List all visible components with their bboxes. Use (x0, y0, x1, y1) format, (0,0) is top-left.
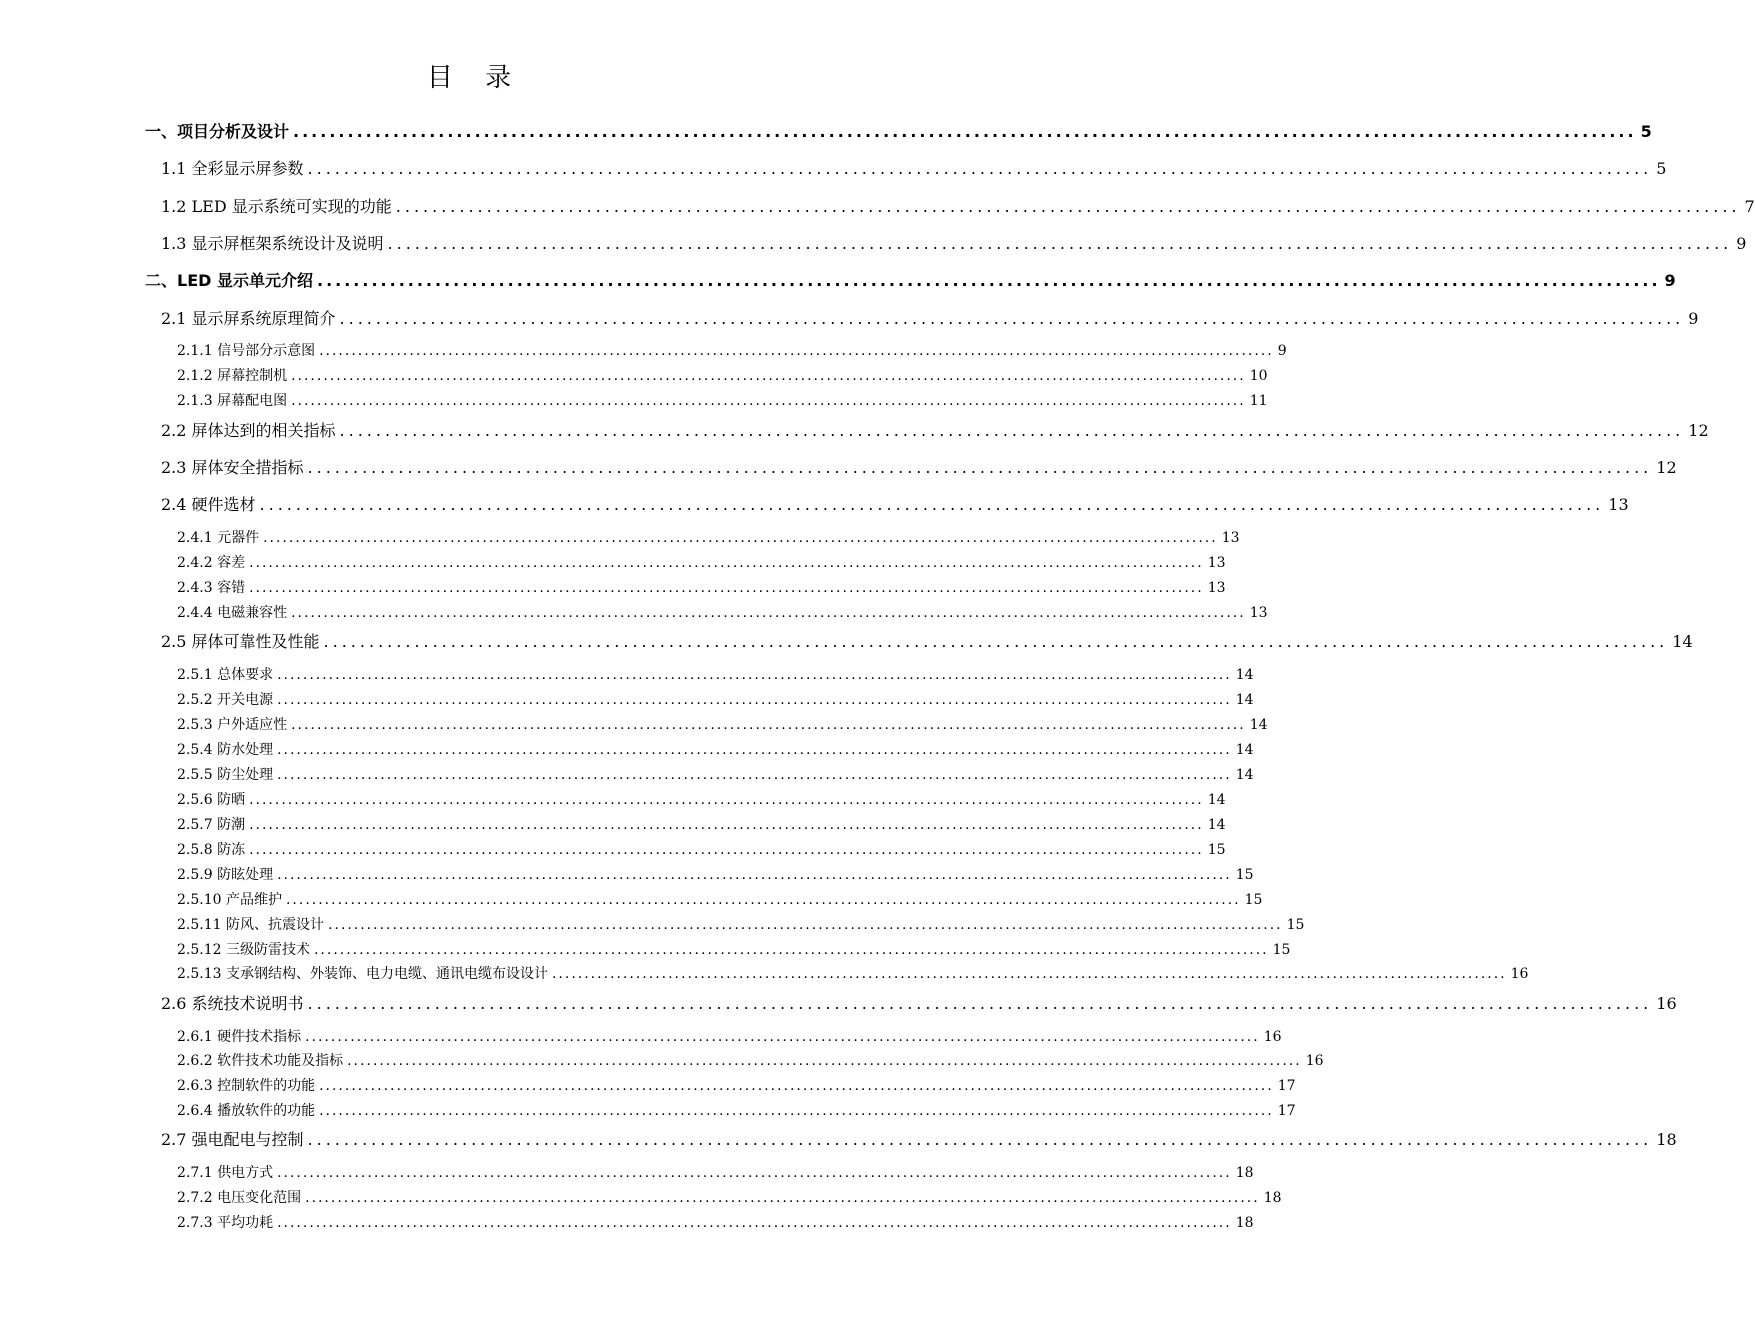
toc-entry-label: 2.6.4 播放软件的功能 (177, 1103, 316, 1119)
toc-leader-dots: .................................................................................................................................................... (277, 867, 1232, 883)
toc-entry[interactable] (161, 156, 1667, 179)
toc-entry-label: 2.6 系统技术说明书 (161, 994, 304, 1013)
toc-title: 目 录 (426, 63, 524, 93)
toc-leader-dots: .................................................................................................................................................... (319, 1103, 1274, 1119)
toc-entry-page: 17 (1277, 1078, 1296, 1094)
toc-entry-label: 2.5.11 防风、抗震设计 (177, 917, 324, 933)
toc-entry-page: 9 (1688, 309, 1699, 328)
toc-entry[interactable] (145, 268, 1676, 291)
toc-leader-dots: .................................................................................................................................................... (395, 197, 1741, 216)
toc-entry-page: 5 (1640, 122, 1652, 141)
toc-entry-label: 2.1 显示屏系统原理简介 (161, 309, 336, 328)
toc-entry-label: 2.5.2 开关电源 (177, 692, 274, 708)
toc-entry-label: 1.2 LED 显示系统可实现的功能 (161, 197, 392, 216)
toc-entry[interactable] (177, 390, 1268, 410)
toc-entry[interactable] (177, 577, 1226, 597)
toc-leader-dots: .................................................................................................................................................... (339, 421, 1685, 440)
toc-leader-dots: .................................................................................................................................................... (316, 271, 1661, 290)
toc-entry[interactable] (177, 365, 1268, 385)
toc-entry[interactable] (177, 1162, 1254, 1182)
toc-leader-dots: .................................................................................................................................................... (319, 1078, 1274, 1094)
toc-entry-label: 2.5.4 防水处理 (177, 742, 274, 758)
toc-entry-page: 16 (1656, 994, 1677, 1013)
toc-entry-label: 2.1.1 信号部分示意图 (177, 343, 316, 359)
toc-leader-dots: .................................................................................................................................................... (249, 842, 1204, 858)
toc-leader-dots: .................................................................................................................................................... (551, 966, 1507, 982)
toc-leader-dots: .................................................................................................................................................... (307, 159, 1653, 178)
toc-leader-dots: .................................................................................................................................................... (387, 234, 1733, 253)
toc-leader-dots: .................................................................................................................................................... (291, 605, 1246, 621)
toc-entry-label: 2.5.13 支承钢结构、外装饰、电力电缆、通讯电缆布设设计 (177, 966, 548, 982)
toc-entry-page: 13 (1249, 605, 1268, 621)
toc-entry-page: 15 (1272, 942, 1291, 958)
toc-entry[interactable] (177, 552, 1226, 572)
toc-entry-label: 2.4.2 容差 (177, 555, 246, 571)
toc-entry-page: 13 (1207, 580, 1226, 596)
toc-entry-label: 2.6.2 软件技术功能及指标 (177, 1053, 344, 1069)
toc-entry-label: 2.2 屏体达到的相关指标 (161, 421, 336, 440)
toc-entry-label: 2.3 屏体安全措指标 (161, 458, 304, 477)
toc-entry-label: 1.1 全彩显示屏参数 (161, 159, 304, 178)
toc-leader-dots: .................................................................................................................................................... (285, 892, 1241, 908)
toc-leader-dots: .................................................................................................................................................... (277, 742, 1232, 758)
toc-entry[interactable] (177, 814, 1226, 834)
toc-entry[interactable] (177, 963, 1529, 983)
toc-leader-dots: .................................................................................................................................................... (347, 1053, 1302, 1069)
toc-entry-page: 15 (1235, 867, 1254, 883)
toc-leader-dots: .................................................................................................................................................... (293, 122, 1637, 141)
toc-entry-label: 2.4.1 元器件 (177, 530, 260, 546)
toc-entry-page: 14 (1207, 817, 1226, 833)
toc-leader-dots: .................................................................................................................................................... (291, 717, 1246, 733)
toc-entry-label: 2.7 强电配电与控制 (161, 1130, 304, 1149)
toc-entry-page: 15 (1244, 892, 1263, 908)
toc-entry-page: 13 (1608, 495, 1629, 514)
toc-entry-page: 9 (1736, 234, 1747, 253)
toc-entry[interactable] (177, 689, 1254, 709)
toc-leader-dots: .................................................................................................................................................... (277, 1215, 1232, 1231)
toc-entry[interactable] (177, 914, 1305, 934)
toc-leader-dots: .................................................................................................................................................... (319, 343, 1274, 359)
toc-leader-dots: .................................................................................................................................................... (277, 692, 1232, 708)
toc-entry-label: 2.1.3 屏幕配电图 (177, 393, 288, 409)
toc-entry-label: 2.4.4 电磁兼容性 (177, 605, 288, 621)
toc-leader-dots: .................................................................................................................................................... (305, 1190, 1260, 1206)
toc-entry[interactable] (161, 1127, 1677, 1150)
toc-leader-dots: .................................................................................................................................................... (277, 767, 1232, 783)
toc-entry-page: 14 (1235, 667, 1254, 683)
toc-entry-page: 15 (1207, 842, 1226, 858)
toc-entry[interactable] (177, 939, 1291, 959)
toc-entry-page: 16 (1263, 1029, 1282, 1045)
toc-entry-label: 2.7.3 平均功耗 (177, 1215, 274, 1231)
toc-entry[interactable] (145, 119, 1652, 142)
toc-entry-label: 一、项目分析及设计 (145, 122, 290, 141)
toc-entry[interactable] (177, 789, 1226, 809)
toc-entry[interactable] (161, 306, 1699, 329)
toc-entry-page: 5 (1656, 159, 1667, 178)
toc-entry-page: 12 (1688, 421, 1709, 440)
toc-entry-label: 1.3 显示屏框架系统设计及说明 (161, 234, 384, 253)
toc-entry[interactable] (161, 629, 1693, 652)
toc-entry-page: 14 (1249, 717, 1268, 733)
toc-entry[interactable] (161, 492, 1629, 515)
toc-entry[interactable] (177, 602, 1268, 622)
toc-entry[interactable] (161, 455, 1677, 478)
toc-entry[interactable] (177, 1075, 1296, 1095)
toc-entry-label: 2.6.1 硬件技术指标 (177, 1029, 302, 1045)
toc-entry[interactable] (177, 1026, 1282, 1046)
toc-entry-label: 2.5.8 防冻 (177, 842, 246, 858)
toc-entry[interactable] (161, 991, 1677, 1014)
toc-entry-label: 2.5.6 防晒 (177, 792, 246, 808)
toc-leader-dots: .................................................................................................................................................... (307, 458, 1653, 477)
toc-entry-page: 18 (1656, 1130, 1677, 1149)
toc-entry-label: 二、LED 显示单元介绍 (145, 271, 313, 290)
toc-entry[interactable] (177, 739, 1254, 759)
toc-entry[interactable] (161, 231, 1747, 254)
toc-leader-dots: .................................................................................................................................................... (277, 1165, 1232, 1181)
toc-entry-page: 17 (1277, 1103, 1296, 1119)
toc-entry[interactable] (177, 1187, 1282, 1207)
toc-entry-label: 2.5.3 户外适应性 (177, 717, 288, 733)
toc-entry-page: 15 (1286, 917, 1305, 933)
toc-entry[interactable] (161, 194, 1755, 217)
toc-entry-label: 2.1.2 屏幕控制机 (177, 368, 288, 384)
toc-entry-page: 18 (1263, 1190, 1282, 1206)
toc-entry-page: 14 (1235, 767, 1254, 783)
toc-leader-dots: .................................................................................................................................................... (307, 1130, 1653, 1149)
toc-entry[interactable] (177, 1100, 1296, 1120)
toc-entry[interactable] (177, 864, 1254, 884)
toc-entry[interactable] (177, 764, 1254, 784)
toc-leader-dots: .................................................................................................................................................... (249, 580, 1204, 596)
toc-leader-dots: .................................................................................................................................................... (249, 555, 1204, 571)
toc-leader-dots: .................................................................................................................................................... (249, 792, 1204, 808)
toc-entry-page: 10 (1249, 368, 1268, 384)
toc-leader-dots: .................................................................................................................................................... (291, 368, 1246, 384)
toc-entry-label: 2.5.10 产品维护 (177, 892, 282, 908)
toc-leader-dots: .................................................................................................................................................... (249, 817, 1204, 833)
toc-entry[interactable] (177, 340, 1287, 360)
toc-entry-label: 2.5.5 防尘处理 (177, 767, 274, 783)
toc-entry-label: 2.4 硬件选材 (161, 495, 256, 514)
toc-entry[interactable] (177, 527, 1240, 547)
toc-leader-dots: .................................................................................................................................................... (327, 917, 1283, 933)
toc-leader-dots: .................................................................................................................................................... (277, 667, 1232, 683)
toc-leader-dots: .................................................................................................................................................... (339, 309, 1685, 328)
toc-entry-page: 9 (1664, 271, 1676, 290)
toc-entry[interactable] (177, 1212, 1254, 1232)
toc-entry[interactable] (177, 714, 1268, 734)
toc-entry-page: 18 (1235, 1165, 1254, 1181)
toc-leader-dots: .................................................................................................................................................... (313, 942, 1269, 958)
toc-entry-label: 2.7.1 供电方式 (177, 1165, 274, 1181)
toc-entry[interactable] (177, 664, 1254, 684)
toc-entry[interactable] (177, 1050, 1324, 1070)
toc-entry-page: 14 (1672, 632, 1693, 651)
toc-entry-page: 9 (1277, 343, 1287, 359)
toc-entry-label: 2.5.9 防眩处理 (177, 867, 274, 883)
toc-entry-label: 2.4.3 容错 (177, 580, 246, 596)
toc-entry-label: 2.5.1 总体要求 (177, 667, 274, 683)
toc-leader-dots: .................................................................................................................................................... (307, 994, 1653, 1013)
toc-entry-page: 18 (1235, 1215, 1254, 1231)
toc-entry-page: 12 (1656, 458, 1677, 477)
toc-entry-page: 16 (1510, 966, 1529, 982)
toc-entry-page: 13 (1221, 530, 1240, 546)
toc-entry-label: 2.6.3 控制软件的功能 (177, 1078, 316, 1094)
toc-leader-dots: .................................................................................................................................................... (305, 1029, 1260, 1045)
toc-entry-label: 2.5.7 防潮 (177, 817, 246, 833)
toc-leader-dots: .................................................................................................................................................... (291, 393, 1246, 409)
toc-leader-dots: .................................................................................................................................................... (323, 632, 1669, 651)
toc-entry[interactable] (177, 839, 1226, 859)
toc-entry-page: 13 (1207, 555, 1226, 571)
toc-leader-dots: .................................................................................................................................................... (263, 530, 1218, 546)
toc-entry-label: 2.7.2 电压变化范围 (177, 1190, 302, 1206)
toc-entry-page: 11 (1249, 393, 1268, 409)
toc-leader-dots: .................................................................................................................................................... (259, 495, 1605, 514)
toc-entry[interactable] (177, 889, 1263, 909)
toc-entry-page: 14 (1235, 742, 1254, 758)
toc-entry-page: 7 (1744, 197, 1755, 216)
toc-entry-label: 2.5 屏体可靠性及性能 (161, 632, 320, 651)
toc-entry-page: 16 (1305, 1053, 1324, 1069)
toc-entry[interactable] (161, 418, 1709, 441)
toc-entry-page: 14 (1235, 692, 1254, 708)
toc-entry-page: 14 (1207, 792, 1226, 808)
toc-entry-label: 2.5.12 三级防雷技术 (177, 942, 310, 958)
